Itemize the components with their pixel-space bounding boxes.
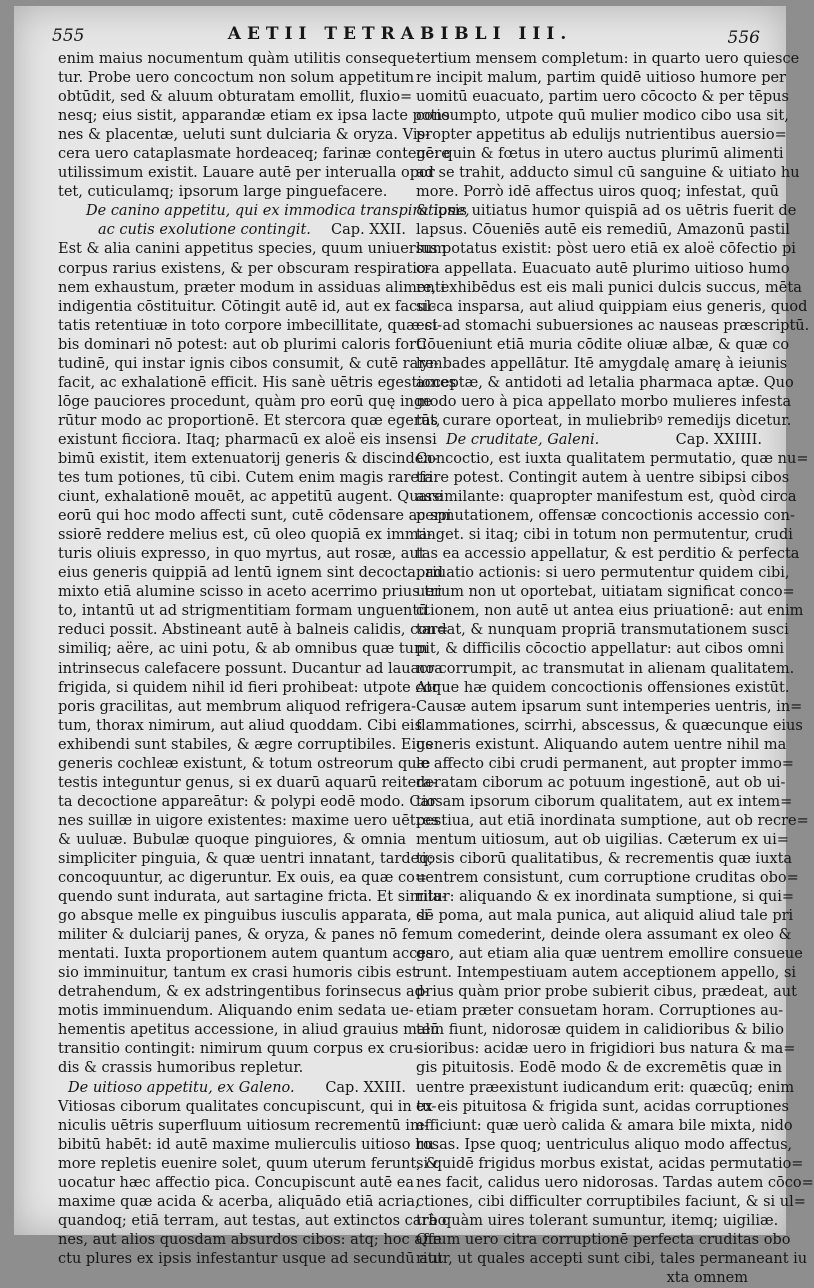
right-column [416,50,814,1288]
chapter-heading [58,1079,406,1098]
chapter-heading-line: ac cutis exolutione contingit. [98,222,311,239]
text-line: ritur, ut quales accepti sunt cibi, tales permaneant iu [416,1250,808,1267]
text-line: mum comederint, deinde olera assumant ex oleo & [416,927,792,944]
text-line: nem exhaustum, præter modum in assiduas alimenti [58,279,446,296]
text-line: nes & placentæ, ueluti sunt dulciaria & oryza. Vis- [58,127,430,144]
text-line: rūtur modo ac proportionē. Et stercora quæ egerūt, [58,412,441,429]
text-line: ciunt, exhalationē mouēt, ac appetitū augent. Quare [58,489,443,506]
text-line: corpus rarius existens, & per obscuram respiratio- [58,260,431,277]
text-line: consumpto, utpote quū mulier modico cibo usa sit, [416,108,789,125]
text-line: nes, aut alios quosdam absurdos cibos: atq; hoc affe [58,1231,442,1248]
text-line: maxime quæ acida & acerba, aliquādo etiā acria, [58,1193,420,1210]
text-line: ad se trahit, adducto simul cū sanguine & uitiato hu [416,165,800,182]
chapter-heading [416,431,762,450]
paragraph [416,450,814,1269]
text-line: generis cochleæ existunt, & totum ostreorum quæ [58,755,431,772]
text-line: ctu plures ex ipsis infestantur usque ad secundū aut [58,1250,444,1267]
text-line: tur. Probe uero concoctum non solum appetitum [58,70,415,87]
text-line: re, exhibēdus est eis mali punici dulcis succus, mēta [416,279,802,296]
text-line: bis dominari nō potest: aut ob plurimi caloris forti [58,336,427,353]
text-line: reduci possit. Abstineant autē à balneis calidis, con= [58,622,449,639]
text-line: Causæ autem ipsarum sunt intemperies uentris, in= [416,698,803,715]
text-line: no corrumpit, ac transmutat in alienam qualitatem. [416,660,795,677]
text-line: eorū qui hoc modo affecti sunt, cutē cōdensare ac spi [58,508,452,525]
text-line: re incipit malum, partim quidē uitioso humore per [416,70,786,87]
text-line: sioribus: acidæ uero in frigidiori bus natura & ma= [416,1041,796,1058]
chapter-heading-line: De uitioso appetitu, ex Galeno. [68,1079,295,1096]
text-line: tes tum potiones, tū cibi. Cutem enim magis rarefa [58,470,434,487]
text-line: runt. Intempestiuam autem acceptionem appello, si [416,965,797,982]
text-line: ssiorē reddere melius est, cū oleo quopiā ex imma- [58,527,433,544]
text-line: hementis apetitus accessione, in aliud grauius malū [58,1022,440,1039]
text-line: ta decoctione appareātur: & polypi eodē modo. Car [58,793,437,810]
text-line: tem fiunt, nidorosæ quidem in calidioribus & bilio [416,1022,784,1039]
text-line: nē: quin & fœtus in utero auctus plurimū alimenti [416,146,784,163]
text-line: tertium mensem completum: in quarto uero quiesce [416,51,800,67]
text-line: sio imminuitur, tantum ex crasi humoris cibis est [58,965,418,982]
text-line: detrahendum, & ex adstringentibus forinsecus ad- [58,984,429,1001]
paragraph [416,50,810,431]
text-line: lus potatus existit: pòst uero etiā ex aloë cōfectio pi [416,241,796,258]
text-line: etiam præter consuetam horam. Corruptiones au- [416,1003,784,1020]
book-page [14,6,814,1286]
text-line: gis pituitosis. Eodē modo & de excremētis quæ in [416,1060,782,1077]
text-line: nes facit, calidus uero nidorosas. Tardas autem cōco= [416,1174,814,1191]
text-line: Atque hæ quidem concoctionis offensiones existūt. [416,679,790,696]
text-line: facit, ac exhalationē efficit. His sanè uētris egestiones [58,374,457,391]
chapter-heading-line: De canino appetitu, qui ex immodica transpiratione, [86,203,470,220]
text-line: lapsus. Cōueniēs autē eis remediū, Amazonū pastil [416,222,790,239]
text-line: niculis uētris superfluum uitiosum recrementū im- [58,1117,429,1134]
text-line: ctionem, non autē ut antea eius priuationē: aut enim [416,603,804,620]
text-line: enim maius nocumentum quàm utilitis conseque- [58,51,420,67]
text-line: Quum uero citra corruptionē perfecta cruditas obo [416,1231,791,1248]
text-line: Vitiosas ciborum qualitates concupiscunt, qui in tu- [58,1098,437,1115]
text-line: propter appetitus ab edulijs nutrientibus auersio= [416,127,787,144]
text-line: efficiunt: quæ uerò calida & amara bile mixta, nido [416,1117,793,1134]
paragraph [58,1098,447,1269]
text-line: & ipsis uitiatus humor quispiā ad os uētris fuerit de [416,203,797,220]
text-line: ex eis pituitosa & frigida sunt, acidas corruptiones [416,1098,789,1115]
text-line: nes suillæ in uigore existentes: maxime uero uētres [58,812,439,829]
text-line: modo uero à pica appellato morbo mulieres infesta [416,393,792,410]
text-line: tiosam ipsorum ciborum qualitatem, aut ex intem= [416,793,793,810]
text-line: Concoctio, est iuxta qualitatem permutatio, quæ nu= [416,450,809,467]
text-line: ctiones, cibi difficulter corruptibiles faciunt, & si ul= [416,1193,806,1210]
text-line: simpliciter pinguia, & quæ uentri innatant, tardeq; [58,850,434,867]
text-line: uentre præexistunt iudicandum erit: quæcūq; enim [416,1079,795,1096]
text-line: utilissimum existit. Lauare autē per interualla opor [58,165,435,182]
text-line: sicca insparsa, aut aliud quippiam eius generis, quod [416,298,808,315]
text-line: quendo sunt indurata, aut sartagine fricta. Et simila- [58,889,447,906]
text-line: indigentia cōstituitur. Cōtingit autē id, aut ex facul- [58,298,437,315]
text-line: Est & alia canini appetitus species, quum uniuersum [58,241,447,258]
text-line: turis oliuis expresso, in quo myrtus, aut rosæ, aut [58,546,425,563]
text-line: testis integuntur genus, si ex duarū aquarū reitera- [58,774,437,791]
text-line: cra appellata. Euacuato autē plurimo uitioso humo [416,260,790,277]
text-line: go absque melle ex pinguibus iusculis apparata, si- [58,908,434,925]
chapter-number: Cap. XXIIII. [675,431,762,448]
text-line: motis imminuendum. Aliquando enim sedata ue- [58,1003,414,1020]
text-line: concoquuntur, ac digeruntur. Ex ouis, ea quæ co= [58,870,427,887]
folio-left: 555 [52,26,85,46]
text-line: lōge pauciores procedunt, quàm pro eorū quę inge [58,393,432,410]
chapter-heading [58,221,406,240]
text-line: acceptæ, & antidoti ad letalia pharmaca aptæ. Quo [416,374,794,391]
text-line: le affecto cibi crudi permanent, aut propter immo= [416,755,794,772]
text-line: cera uero cataplasmate hordeaceq; farinæ contegere [58,146,450,163]
text-line: si quidē frigidus morbus existat, acidas permutatio= [416,1155,804,1172]
text-line: pit, & difficilis cōcoctio appellatur: aut cibos omni [416,641,785,658]
folio-right: 556 [727,28,760,48]
running-head: AETII TETRABIBLI III. [227,24,573,44]
text-line: nesq; eius sistit, apparandæ etiam ex ipsa lacte potio [58,108,450,125]
left-column [58,50,470,1269]
text-line: dē poma, aut mala punica, aut aliquid aliud tale pri [416,908,794,925]
text-line: tinget. si itaq; cibi in totum non permutentur, crudi [416,527,793,544]
paragraph [58,50,450,202]
text-line: uerum non ut oportebat, uitiatam significat conco= [416,584,795,601]
text-line: mentati. Iuxta proportionem autem quantum acces [58,946,434,963]
catchword: xta omnem [666,1270,748,1286]
text-line: bimū existit, item extenuatorij generis & discinden- [58,450,438,467]
text-line: exhibendi sunt stabiles, & ægre corruptibiles. Eius [58,736,433,753]
text-line: more repletis euenire solet, quum uterum ferunt, & [58,1155,439,1172]
text-line: dis & crassis humoribus repletur. [58,1060,304,1077]
text-line: pestiua, aut etiā inordinata sumptione, aut ob recre= [416,812,809,829]
text-line: more. Porrò idē affectus uiros quoq; infestat, quū [416,184,779,201]
text-line: bibitū habēt: id autē maxime mulierculis uitioso hu [58,1136,434,1153]
text-line: mentum uitiosum, aut ob uigilias. Cæterum ex ui= [416,831,789,848]
text-line: est ad stomachi subuersiones ac nauseas præscriptū. [416,317,810,334]
text-line: ritur: aliquando & ex inordinata sumptione, si qui= [416,889,795,906]
text-line: tiosis ciborū qualitatibus, & recrementis quæ iuxta [416,850,793,867]
text-line: tum, thorax nimirum, aut aliud quoddam. Cibi eis [58,717,423,734]
text-line: permutationem, offensæ concoctionis accessio con- [416,508,795,525]
text-line: frigida, si quidem nihil id fieri prohibeat: utpote cor [58,679,440,696]
text-line: lymbades appellātur. Itē amygdalę amarę à ieiunis [416,355,788,372]
chapter-number: Cap. XXIII. [325,1079,406,1096]
text-line: eius generis quippiā ad lentū ignem sint decocta, ad [58,565,444,582]
text-line: uentrem consistunt, cum corruptione cruditas obo= [416,870,799,887]
paragraph [58,240,457,1078]
text-line: assimilante: quapropter manifestum est, quòd circa [416,489,797,506]
text-line: similiq; aëre, ac uini potu, & ab omnibus quæ tum [58,641,428,658]
text-line: tudinē, qui instar ignis cibos consumit, & cutē rare- [58,355,439,372]
text-line: prius quàm prior probe subierit cibus, prædeat, aut [416,984,797,1001]
text-line: Cōueniunt etiā muria cōdite oliuæ albæ, & quæ co [416,336,790,353]
text-line: uocatur hæc affectio pica. Concupiscunt autē ea [58,1174,415,1191]
text-line: to, intantū ut ad strigmentitiam formam unguentū [58,603,428,620]
text-line: tardat, & nunquam propriā transmutationem susci [416,622,789,639]
text-line: & uuluæ. Bubulæ quoque pinguiores, & omnia [58,831,406,848]
text-line: transitio contingit: nimirum quum corpus ex cru- [58,1041,419,1058]
text-line: mixto etiā alumine scisso in aceto acerrimo prius tri [58,584,442,601]
text-line: tas ea accessio appellatur, & est perditio & perfecta [416,546,800,563]
text-line: trà quàm uires tolerant sumuntur, itemq; uigiliæ. [416,1212,779,1229]
text-line: intrinsecus calefacere possunt. Ducantur ad lauacra [58,660,443,677]
text-line: existunt ficciora. Itaq; pharmacū ex aloë eis insensi [58,431,437,448]
text-line: priuatio actionis: si uero permutentur quidem cibi, [416,565,790,582]
text-line: poris gracilitas, aut membrum aliquod refrigera- [58,698,417,715]
chapter-number: Cap. XXII. [331,222,406,239]
text-line: obtūdit, sed & aluum obturatam emollit, fluxio= [58,89,413,106]
text-line: tet, cuticulamq; ipsorum large pinguefacere. [58,184,388,201]
text-line: tas curare oporteat, in muliebribꝰ remedijs dicetur. [416,412,792,429]
chapter-heading-line: De cruditate, Galeni. [446,431,600,448]
text-line: flammationes, scirrhi, abscessus, & quæcunque eius [416,717,803,734]
text-line: generis existunt. Aliquando autem uentre nihil ma [416,736,787,753]
text-line: uomitū euacuato, partim uero cōcocto & per tēpus [416,89,789,106]
text-line: trire potest. Contingit autem à uentre sibipsi cibos [416,470,790,487]
text-line: deratam ciborum ac potuum ingestionē, aut ob ui- [416,774,786,791]
text-line: militer & dulciarij panes, & oryza, & panes nō fer [58,927,423,944]
text-line: rosas. Ipse quoq; uentriculus aliquo modo affectus, [416,1136,793,1153]
text-line: garo, aut etiam alia quæ uentrem emollire consueue [416,946,803,963]
text-line: quandoq; etiā terram, aut testas, aut extinctos carbo [58,1212,447,1229]
text-line: tatis retentiuæ in toto corpore imbecillitate, quæ ci- [58,317,443,334]
